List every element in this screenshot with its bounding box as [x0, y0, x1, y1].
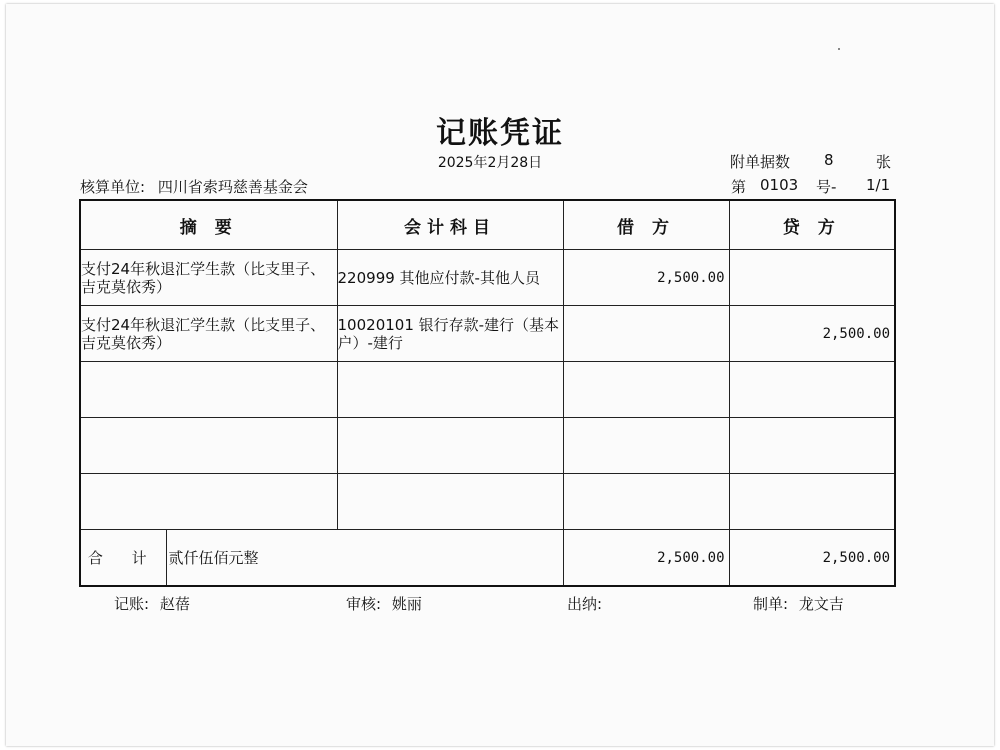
- voucher-number: 0103: [760, 176, 799, 194]
- preparer-name: 龙文吉: [798, 595, 844, 613]
- cashier-label: 出纳:: [567, 595, 603, 613]
- voucher-number-suffix: 号-: [816, 178, 837, 196]
- accounting-unit: [80, 176, 308, 197]
- total-credit: 2,500.00: [729, 530, 895, 587]
- header-credit: 贷 方: [729, 200, 895, 250]
- preparer: [753, 593, 844, 614]
- row-debit: [563, 306, 729, 362]
- reviewer-label: 审核:: [346, 595, 382, 613]
- row-credit: [729, 418, 895, 474]
- voucher-page: 1/1: [866, 176, 891, 194]
- row-debit: [563, 474, 729, 530]
- row-debit: 2,500.00: [563, 250, 729, 306]
- preparer-label: 制单:: [753, 595, 789, 613]
- row-account: [337, 418, 563, 474]
- row-summary: [80, 362, 337, 418]
- voucher-number-prefix: 第: [731, 178, 747, 196]
- table-header-row: [80, 200, 895, 250]
- table-row-empty: [80, 474, 895, 530]
- row-summary: 支付24年秋退汇学生款（比支里子、吉克莫依秀）: [80, 306, 337, 362]
- table-row-empty: [80, 362, 895, 418]
- scan-speck: [838, 48, 840, 50]
- header-account: 会计科目: [337, 200, 563, 250]
- row-account: [337, 362, 563, 418]
- row-account: 220999 其他应付款-其他人员: [337, 250, 563, 306]
- table-row: [80, 306, 895, 362]
- header-debit: 借 方: [563, 200, 729, 250]
- voucher-date: 2025年2月28日: [437, 155, 543, 171]
- row-credit: [729, 362, 895, 418]
- attachments-unit: 张: [876, 153, 892, 171]
- total-label: 合 计: [80, 530, 166, 587]
- attachments-count: 8: [824, 151, 834, 169]
- voucher-title: 记账凭证: [436, 116, 564, 151]
- bookkeeper: [114, 593, 190, 614]
- voucher-table: [79, 199, 896, 587]
- row-summary: 支付24年秋退汇学生款（比支里子、吉克莫依秀）: [80, 250, 337, 306]
- reviewer-name: 姚丽: [391, 595, 422, 613]
- row-summary: [80, 418, 337, 474]
- cashier: [567, 593, 608, 614]
- bookkeeper-name: 赵蓓: [159, 595, 190, 613]
- reviewer: [346, 593, 422, 614]
- row-credit: 2,500.00: [729, 306, 895, 362]
- header-summary: 摘 要: [80, 200, 337, 250]
- row-debit: [563, 362, 729, 418]
- row-credit: [729, 474, 895, 530]
- attachments-label: 附单据数: [730, 153, 791, 171]
- row-debit: [563, 418, 729, 474]
- bookkeeper-label: 记账:: [114, 595, 150, 613]
- table-row: [80, 250, 895, 306]
- row-account: [337, 474, 563, 530]
- total-amount-words: 贰仟伍佰元整: [166, 530, 563, 587]
- total-debit: 2,500.00: [563, 530, 729, 587]
- table-row-empty: [80, 418, 895, 474]
- total-row: [80, 530, 895, 587]
- row-account: 10020101 银行存款-建行（基本户）-建行: [337, 306, 563, 362]
- accounting-unit-name: 四川省索玛慈善基金会: [157, 178, 308, 196]
- row-summary: [80, 474, 337, 530]
- accounting-unit-label: 核算单位:: [80, 178, 146, 196]
- row-credit: [729, 250, 895, 306]
